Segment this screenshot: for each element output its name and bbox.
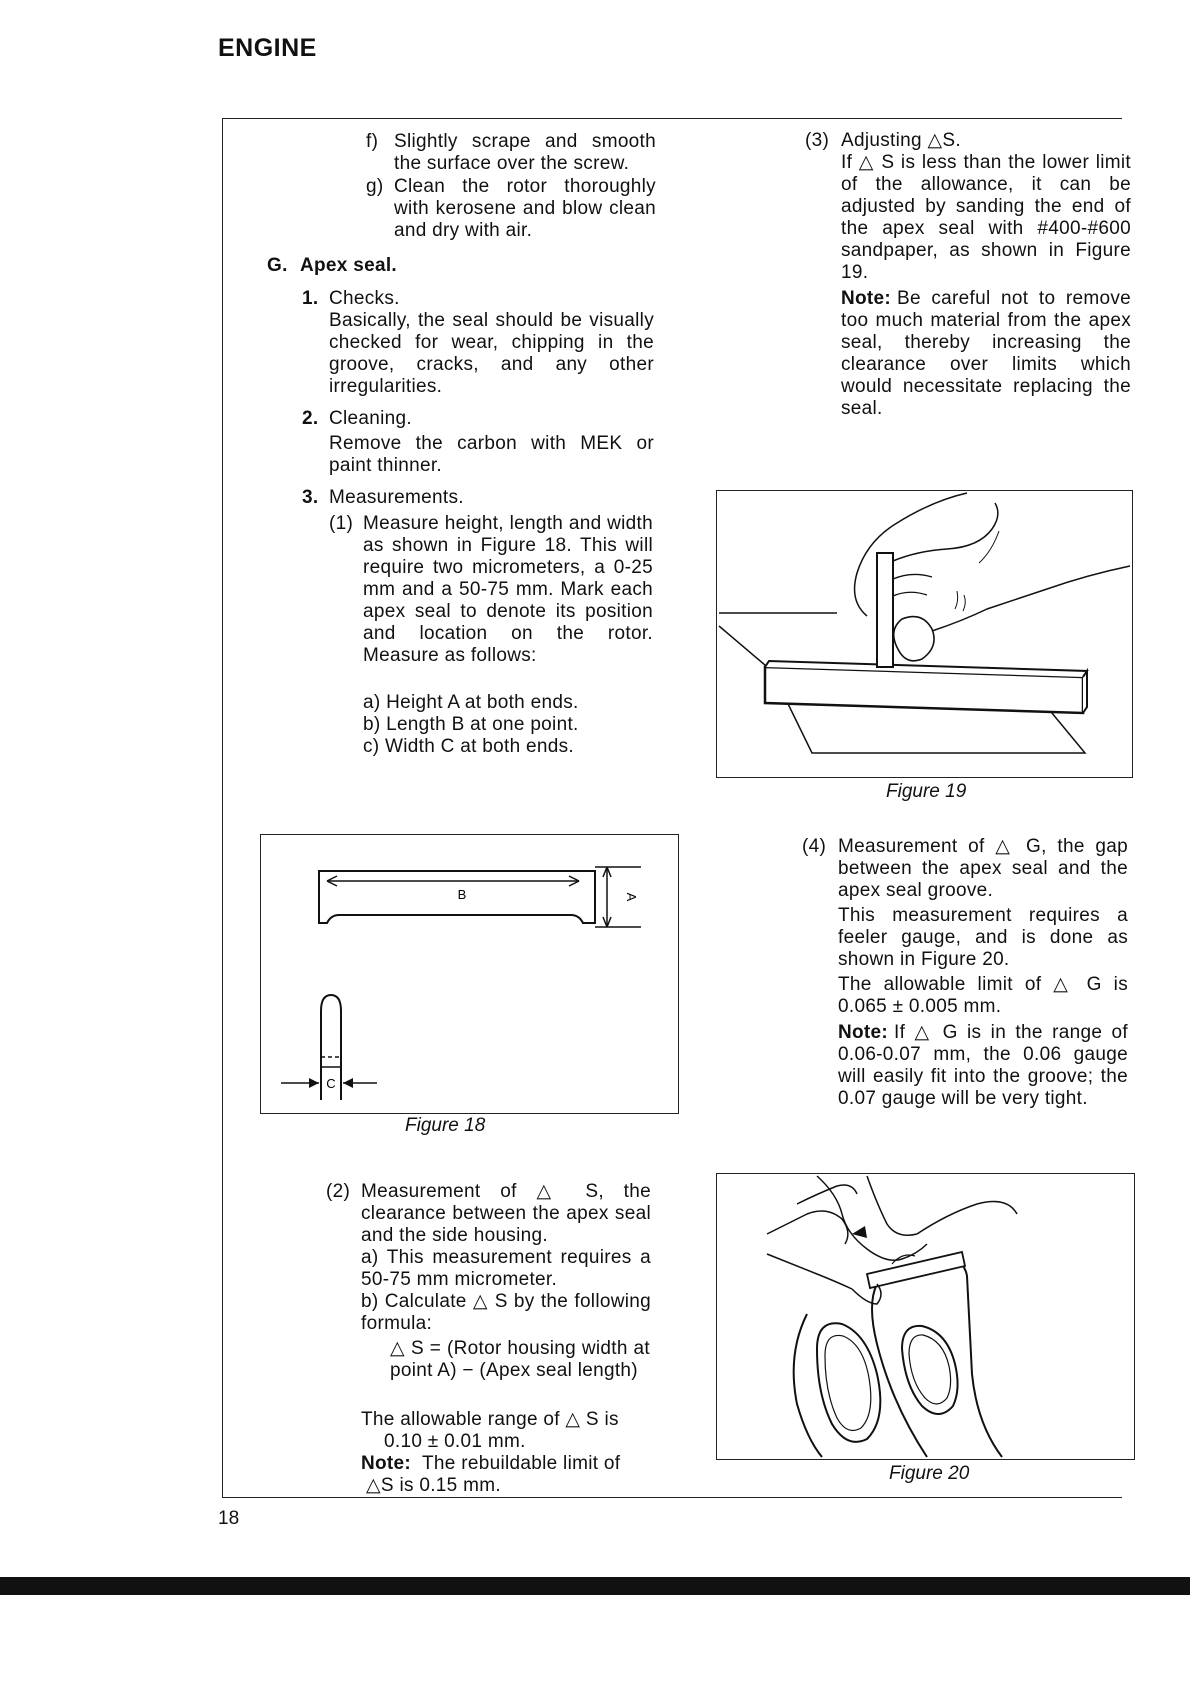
m4-text: Measurement of △ G, the gap between the apex seal and the apex seal groove. (838, 836, 1128, 901)
section-g-title: Apex seal. (300, 255, 397, 276)
frame-bottom-rule (222, 1497, 1122, 1498)
m4-limit: The allowable limit of △ G is 0.065 ± 0.005 mm. (838, 974, 1128, 1017)
figure-18 (260, 834, 679, 1114)
frame-top-rule (222, 118, 1122, 119)
fig18-label-a: A (624, 892, 639, 902)
m3-note-label: Note: (841, 288, 892, 309)
item2-body: Remove the carbon with MEK or paint thinner. (329, 433, 654, 476)
m2-b: b) Calculate △ S by the following formula: (361, 1291, 651, 1334)
section-header: ENGINE (218, 34, 317, 62)
m4-marker: (4) (802, 836, 827, 857)
m4-note-text: If △ G is in the range of 0.06-0.07 mm, the 0.06 gauge will easily fit into the groove; the 0.07 gauge will be very tight. (838, 1022, 1128, 1109)
step-f-marker: f) (366, 131, 379, 152)
m3-note-text: Be careful not to remove too much material from the apex seal, thereby increasing the clearance over limits which would necessitate replacing the seal. (841, 288, 1131, 419)
fig18-label-b: B (457, 887, 467, 902)
figure-19 (716, 490, 1133, 778)
step-g-marker: g) (366, 176, 384, 197)
item1-marker: 1. (302, 288, 319, 309)
m2-formula: △ S = (Rotor housing width at point A) − (Apex seal length) (390, 1338, 650, 1381)
step-g-text: Clean the rotor thoroughly with kerosene and blow clean and dry with air. (394, 176, 656, 241)
m1-text: Measure height, length and width as shown in Figure 18. This will require two micrometers, a 0-25 mm and a 50-75 mm. Mark each apex seal to denote its position and location on the rotor. Measure as follows: (363, 513, 653, 666)
figure-20 (716, 1173, 1135, 1460)
item2-title: Cleaning. (329, 408, 412, 429)
m4-text-2: This measurement requires a feeler gauge, and is done as shown in Figure 20. (838, 905, 1128, 970)
m2-range: The allowable range of △ S is (361, 1409, 619, 1430)
m3-text: If △ S is less than the lower limit of the allowance, it can be adjusted by sanding the end of the apex seal with #400-#600 sandpaper, as shown in Figure 19. (841, 152, 1131, 283)
m2-note-text: The rebuildable limit of (422, 1453, 621, 1474)
item2-marker: 2. (302, 408, 319, 429)
figure-18-drawing (261, 835, 678, 1113)
item1-body: Basically, the seal should be visually checked for wear, chipping in the groove, cracks, and any other irregularities. (329, 310, 654, 397)
m2-note-label: Note: (361, 1453, 412, 1474)
m2-range-value: 0.10 ± 0.01 mm. (384, 1431, 526, 1452)
scan-edge-bar (0, 1577, 1190, 1595)
step-f-text: Slightly scrape and smooth the surface over the screw. (394, 131, 656, 174)
m4-note-label: Note: (838, 1022, 889, 1043)
figure-20-caption: Figure 20 (889, 1463, 970, 1484)
m3-marker: (3) (805, 130, 830, 151)
item1-title: Checks. (329, 288, 400, 309)
figure-19-drawing (717, 491, 1132, 777)
m2-note-text-2: △S is 0.15 mm. (366, 1475, 501, 1496)
m2-a: a) This measurement requires a 50-75 mm micrometer. (361, 1247, 651, 1290)
m1-b: b) Length B at one point. (363, 714, 579, 735)
m1-marker: (1) (329, 513, 354, 534)
m3-title: Adjusting △S. (841, 130, 961, 151)
m1-a: a) Height A at both ends. (363, 692, 579, 713)
m2-text: Measurement of △ S, the clearance between the apex seal and the side housing. (361, 1181, 651, 1246)
figure-19-caption: Figure 19 (886, 781, 967, 802)
frame-left-rule (222, 118, 223, 1498)
m2-marker: (2) (326, 1181, 351, 1202)
item3-title: Measurements. (329, 487, 464, 508)
m1-c: c) Width C at both ends. (363, 736, 575, 757)
section-g-marker: G. (267, 255, 288, 276)
figure-20-drawing (717, 1174, 1134, 1459)
fig18-label-c: C (326, 1076, 336, 1091)
item3-marker: 3. (302, 487, 319, 508)
figure-18-caption: Figure 18 (405, 1115, 486, 1136)
page-number: 18 (218, 1508, 240, 1529)
